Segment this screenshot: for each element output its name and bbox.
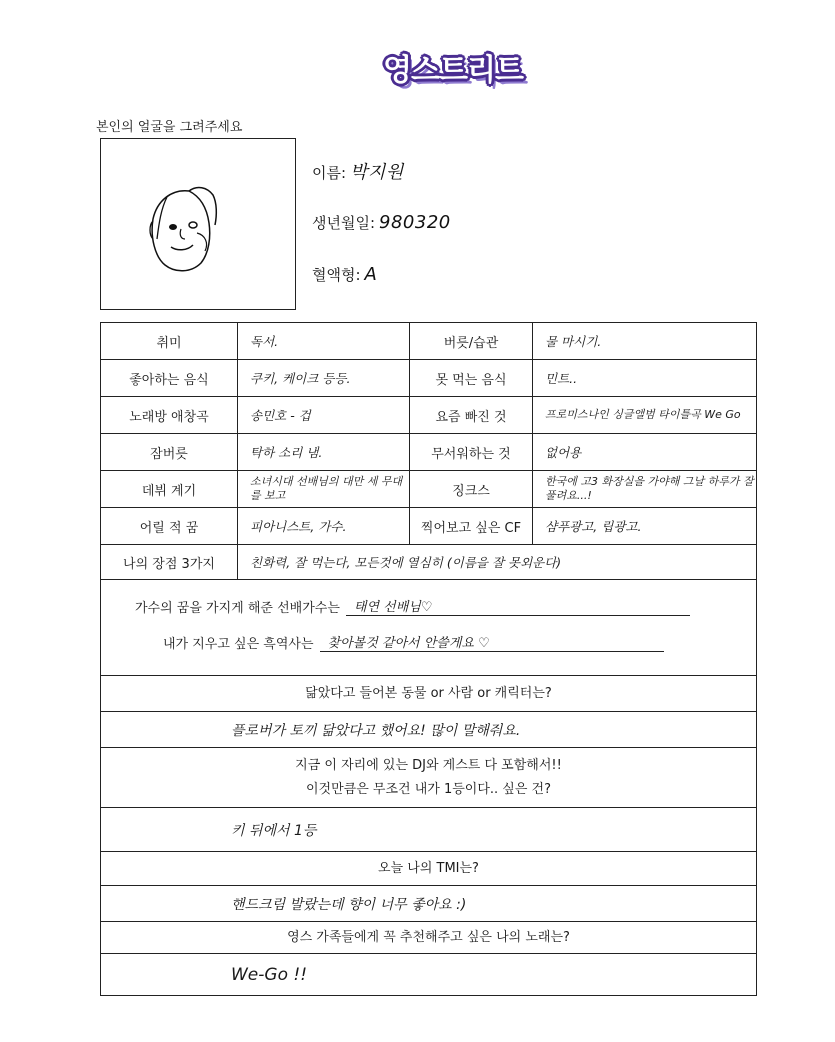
logo	[378, 34, 528, 100]
lookalike-question	[100, 676, 757, 712]
logo-text: 영스트리트	[383, 53, 523, 88]
question-line: 이것만큼은 무조건 내가 1등이다.. 싶은 건?	[305, 781, 552, 797]
grid-label: 데뷔 계기	[101, 471, 238, 508]
name-label: 이름:	[312, 164, 347, 182]
grid-answer: 송민호 - 겁	[238, 397, 410, 434]
grid-label: 못 먹는 음식	[410, 360, 533, 397]
senior-singer-line	[135, 594, 690, 616]
song-recommendation-question	[100, 922, 757, 954]
song-recommendation-answer	[100, 954, 757, 996]
grid-answer: 샴푸광고, 립광고.	[533, 508, 756, 545]
grid-label: 버릇/습관	[410, 323, 533, 360]
blank-line-section	[100, 580, 757, 676]
grid-answer: 민트..	[533, 360, 756, 397]
grid-answer: 소녀시대 선배님의 대만 세 무대를 보고	[238, 471, 410, 508]
birthdate-label: 생년월일:	[312, 214, 376, 232]
grid-answer: 한국에 고3 화장실을 가야해 그날 하루가 잘 풀려요...!	[533, 471, 756, 508]
grid-label: 좋아하는 음식	[101, 360, 238, 397]
number-one-question	[100, 748, 757, 808]
grid-answer: 물 마시기.	[533, 323, 756, 360]
dark-history-line	[163, 630, 664, 652]
face-drawing-box	[100, 138, 296, 310]
grid-label: 징크스	[410, 471, 533, 508]
question-line: 닮았다고 들어본 동물 or 사람 or 캐릭터는?	[305, 685, 552, 701]
grid-answer: 독서.	[238, 323, 410, 360]
dark-history-question: 내가 지우고 싶은 흑역사는	[163, 637, 314, 652]
number-one-answer	[100, 808, 757, 852]
senior-singer-question: 가수의 꿈을 가지게 해준 선배가수는	[135, 601, 340, 616]
blood-type-label: 혈액형:	[312, 266, 361, 284]
grid-label: 잠버릇	[101, 434, 238, 471]
birthdate-line	[312, 212, 451, 233]
grid-label: 무서워하는 것	[410, 434, 533, 471]
grid-answer: 피아니스트, 가수.	[238, 508, 410, 545]
profile-grid-table	[100, 322, 757, 580]
grid-answer: 없어용	[533, 434, 756, 471]
blood-type-line	[312, 264, 377, 285]
answer-text: We-Go !!	[231, 964, 308, 985]
face-sketch-icon	[101, 139, 297, 311]
grid-label: 요즘 빠진 것	[410, 397, 533, 434]
strengths-answer: 친화력, 잘 먹는다, 모든것에 열심히 (이름을 잘 못외운다)	[250, 555, 562, 570]
grid-label: 어릴 적 꿈	[101, 508, 238, 545]
grid-answer: 탁하 소리 냄.	[238, 434, 410, 471]
answer-text: 플로버가 토끼 닮았다고 했어요! 많이 말해줘요.	[231, 722, 521, 739]
strengths-label: 나의 장점 3가지	[101, 545, 238, 579]
grid-answer: 쿠키, 케이크 등등.	[238, 360, 410, 397]
face-drawing-label: 본인의 얼굴을 그려주세요	[96, 120, 243, 135]
question-line: 영스 가족들에게 꼭 추천해주고 싶은 나의 노래는?	[287, 929, 570, 945]
birthdate-value: 980320	[379, 212, 451, 233]
dark-history-answer: 찾아볼것 같아서 안쓸게요 ♡	[320, 630, 664, 652]
answer-text: 핸드크림 발랐는데 향이 너무 좋아요 :)	[231, 896, 467, 913]
name-value: 박지원	[350, 162, 404, 183]
question-line: 지금 이 자리에 있는 DJ와 게스트 다 포함해서!!	[295, 757, 562, 773]
lookalike-answer	[100, 712, 757, 748]
senior-singer-answer: 태연 선배님♡	[346, 594, 690, 616]
blood-type-value: A	[364, 264, 378, 285]
name-line	[312, 158, 404, 184]
tmi-answer	[100, 886, 757, 922]
grid-label: 노래방 애창곡	[101, 397, 238, 434]
question-line: 오늘 나의 TMI는?	[378, 860, 479, 876]
answer-text: 키 뒤에서 1등	[231, 822, 317, 839]
grid-answer: 프로미스나인 싱글앨범 타이틀곡 We Go	[533, 397, 756, 434]
grid-label: 찍어보고 싶은 CF	[410, 508, 533, 545]
tmi-question	[100, 852, 757, 886]
grid-label: 취미	[101, 323, 238, 360]
